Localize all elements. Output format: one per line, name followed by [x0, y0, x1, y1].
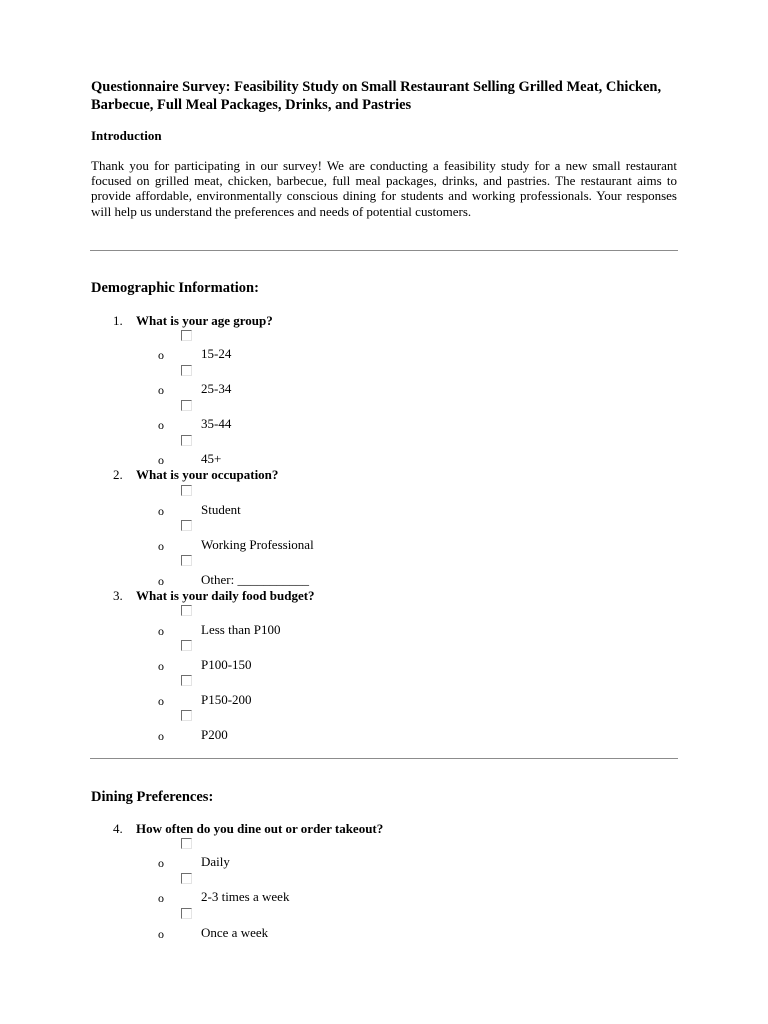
bullet: o — [158, 729, 164, 743]
option-checkbox[interactable] — [181, 873, 192, 884]
option-checkbox[interactable] — [181, 365, 192, 376]
option-checkbox[interactable] — [181, 400, 192, 411]
option-checkbox[interactable] — [181, 838, 192, 849]
question-text: What is your daily food budget? — [136, 588, 315, 603]
bullet: o — [158, 383, 164, 397]
option-label: P200 — [201, 727, 228, 742]
divider — [90, 250, 678, 251]
divider — [90, 758, 678, 759]
intro-text: Thank you for participating in our survey! We are conducting a feasibility study for a new small restaurant focused on grilled meat, chicken, barbecue, full meal packages, drinks, and pastries. The restaurant aims to provide affordable, environmentally conscious dining for students and working professionals. Your responses will help us understand the preferences and needs of potential customers. — [91, 158, 677, 219]
option-label: Working Professional — [201, 537, 314, 552]
option-label: P100-150 — [201, 657, 252, 672]
question-number: 4. — [113, 821, 123, 836]
option-checkbox[interactable] — [181, 908, 192, 919]
option-label: Less than P100 — [201, 622, 281, 637]
option-label: 35-44 — [201, 416, 232, 431]
bullet: o — [158, 504, 164, 518]
option-label: Student — [201, 502, 241, 517]
option-label: Daily — [201, 854, 230, 869]
bullet: o — [158, 348, 164, 362]
option-checkbox[interactable] — [181, 555, 192, 566]
question-text: How often do you dine out or order takeout? — [136, 821, 384, 836]
bullet: o — [158, 624, 164, 638]
bullet: o — [158, 694, 164, 708]
bullet: o — [158, 539, 164, 553]
option-checkbox[interactable] — [181, 485, 192, 496]
document-title: Questionnaire Survey: Feasibility Study on Small Restaurant Selling Grilled Meat, Chicken, Barbecue, Full Meal Packages, Drinks, and Pastries — [91, 79, 662, 113]
option-checkbox[interactable] — [181, 605, 192, 616]
option-label: 25-34 — [201, 381, 232, 396]
option-checkbox[interactable] — [181, 640, 192, 651]
bullet: o — [158, 891, 164, 905]
question-number: 3. — [113, 588, 123, 603]
option-label: Once a week — [201, 925, 269, 940]
section-heading-dining: Dining Preferences: — [91, 789, 214, 805]
bullet: o — [158, 856, 164, 870]
option-label: P150-200 — [201, 692, 252, 707]
bullet: o — [158, 574, 164, 588]
option-checkbox[interactable] — [181, 675, 192, 686]
option-checkbox[interactable] — [181, 710, 192, 721]
option-checkbox[interactable] — [181, 520, 192, 531]
option-label: 15-24 — [201, 346, 232, 361]
intro-heading: Introduction — [91, 128, 162, 143]
question-number: 2. — [113, 467, 123, 482]
bullet: o — [158, 659, 164, 673]
option-label: 45+ — [201, 451, 222, 466]
bullet: o — [158, 453, 164, 467]
option-label: 2-3 times a week — [201, 889, 290, 904]
bullet: o — [158, 418, 164, 432]
question-text: What is your occupation? — [136, 467, 279, 482]
question-text: What is your age group? — [136, 313, 273, 328]
bullet: o — [158, 927, 164, 941]
option-label: Other: ___________ — [201, 572, 309, 587]
option-checkbox[interactable] — [181, 435, 192, 446]
option-checkbox[interactable] — [181, 330, 192, 341]
question-number: 1. — [113, 313, 123, 328]
section-heading-demographic: Demographic Information: — [91, 280, 259, 296]
